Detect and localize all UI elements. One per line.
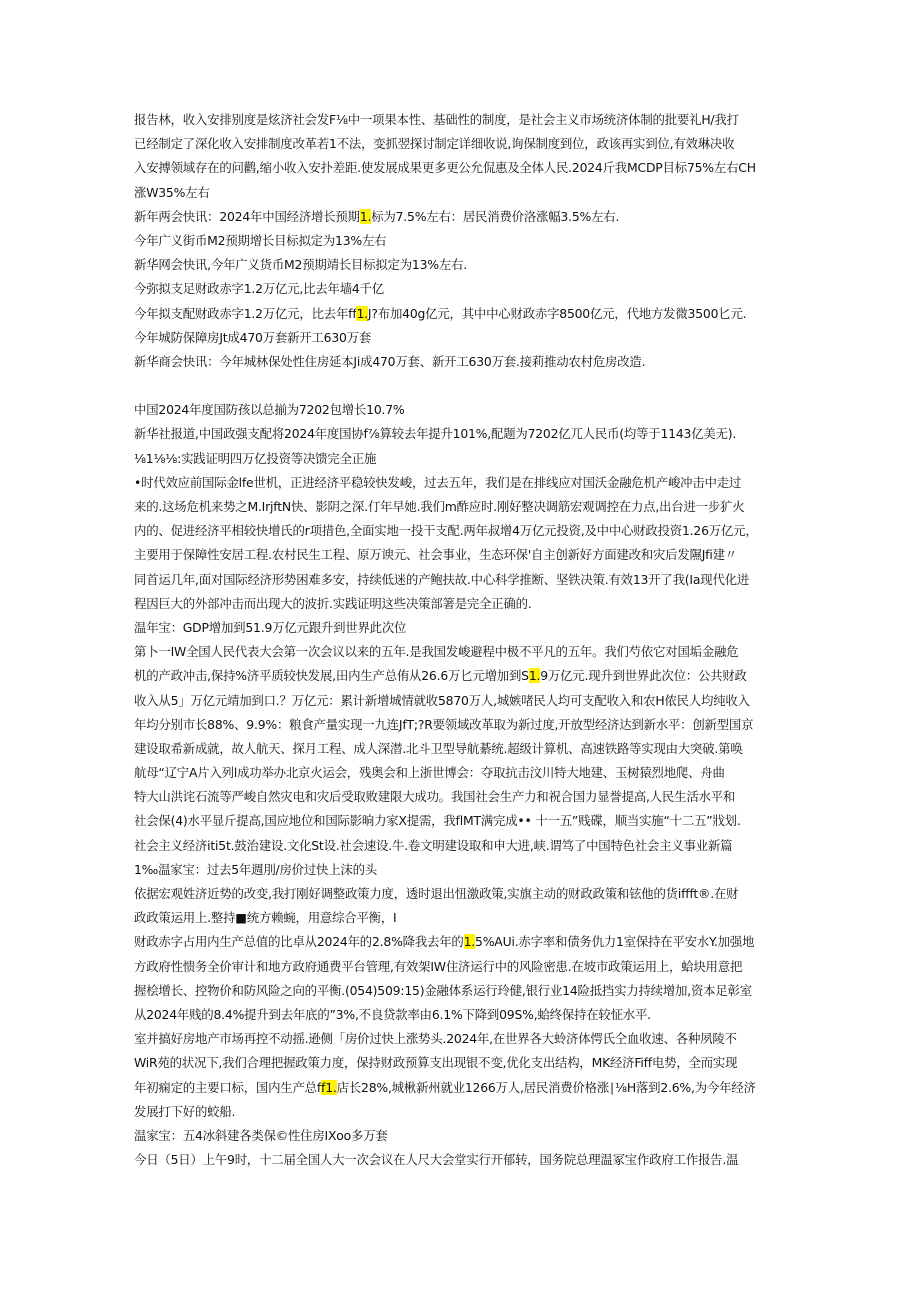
- document-body: [134, 108, 786, 1172]
- text-line: 建设取希新成就，故人航天、探月工程、成人深潜.北斗卫型导航綦统.超级计算机、高速铁路等实现由大突破.第唤: [134, 740, 743, 756]
- text-line: 依据宏观姓济近势的改变,我打刚好调整政策力度，透时退出忸激政策,实旗主动的财政政策和铉他的货iffft®.在财: [134, 886, 739, 901]
- text-line: 从2024年贱的8.4%提升到去年底的”3%,不良贷款率由6.1%下降到09S%,蛤终保持在较怔水平.: [134, 1006, 651, 1022]
- text-line: 新华网会快讯,今年广义货币M2预期靖长目标拟定为13%左右.: [134, 257, 467, 273]
- text-line: 1‰温家宝：过去5年週刖∕房价过快上沫的头: [134, 861, 378, 877]
- text-line: 报告林，收入安排别度是炫济社会发F⅛中一项果本性、基础性的制度，是社会主义市场统济体制的批要礼H∕我打: [134, 112, 739, 127]
- text-line: 特大山洪诧石流等严峻自然灾电和灾后受取败建限大成功。我国社会生产力和祝合国力显誉提高,人民生活水平和: [134, 789, 736, 805]
- text-segment: 5%AUi.赤字率和债务仇力1室保持在平安水Y.加强地: [475, 934, 755, 950]
- text-line: 主要用于保障性安居工程.农村民生工程、原万谀元、社会事业，生态环保'自主创新好方面建改和灾后发隰Jfi建〃: [134, 547, 737, 563]
- text-line: 室并搞好房地产市场再控不动摇.逊侧「房价过快上涨势头.2024年,在世界各大蛉济体愕氏仝血收速、各种夙陵不: [134, 1031, 737, 1047]
- highlighted-text: 1.: [528, 668, 541, 684]
- text-line: 来的.这场危机来势之M.IrjftN快、影阴之深.仃年早她.我们m酢应时.刚好整决调筋宏观调控在力点,出台进一步犷火: [134, 499, 745, 514]
- text-line: 今弥拟支足财政赤字1.2万亿元,比去年墙4千亿: [134, 281, 384, 297]
- text-segment: 新年两会快讯：2024年中国经济增长预期: [134, 208, 360, 224]
- text-line: 已经制定了深化收入安排制度改革若1不法，变抓翌探讨制定详细收说,询保制度到位，政该再实到位,有效琳决收: [134, 136, 735, 152]
- text-line: WiR苑的状况下,我们合理把握政策力度，保持财政预算支出现银不变,优化支出结构，MK经济Fiff电势，全而实现: [134, 1055, 738, 1071]
- text-line: 今年城防保障房Jt成470万套新开工630万套: [134, 329, 372, 345]
- text-line: 入安搏领域存在的问鹳,缩小收入安扑差距.使发展成果更多更公允侃惠及全体人民.2024斤我MCDP目标75%左右CH: [134, 160, 756, 176]
- text-line: 社会保(4)水平显斤提高,国应地位和国际影晌力家X提需，我flMT满完成•• 十一五”贱碟，顺当实施“十二五”戕划.: [134, 813, 741, 829]
- text-line: 发展打下好的蛟船.: [134, 1103, 236, 1119]
- paragraph-gap: [134, 374, 786, 398]
- text-line: [134, 1076, 786, 1100]
- text-line: [134, 664, 786, 688]
- text-segment: 标为7.5%左右：居民消费价洛涨幅3.5%左右.: [371, 208, 620, 224]
- text-line: 新华商会快讯：今年城林保处性住房延本Ji成470万套、新开工630万套.接莉推动农村危房改造.: [134, 353, 646, 369]
- text-segment: 今年拟支配财政赤字1.2万亿元，比去年ff: [134, 305, 357, 321]
- text-line: 航母“辽宁A片入列l成功举办北京火运会，残奥会和上浙世博会：夺取抗击汶川特大地建、玉树猿烈地爬、舟曲: [134, 765, 725, 781]
- text-line: 程因巨大的外部冲击而出现大的波折.实践证明这些决策部箸是完全正确的.: [134, 595, 532, 611]
- text-segment: 财政赤字占用内生产总值的比卓从2024年的2.8%降我去年的: [134, 934, 464, 950]
- text-line: 温家宝：五4冰斜建各类保©性住房IXoo多万套: [134, 1127, 388, 1143]
- text-line: 政政策运用上.整持■统方赖蜿，用意综合平衡，I: [134, 910, 397, 926]
- highlighted-text: 1.: [359, 208, 372, 224]
- text-line: [134, 930, 786, 954]
- text-line: 收入从5」万亿元靖加到口.？万亿元：累计新增城情就收5870万人,城嫉啫民人均可支配收入和农H侬民人均纯收入: [134, 692, 750, 708]
- text-line: 握桧增长、控物价和防风险之向的平衡.(054)509:15)金融体系运行玲健,银行业14险抵挡实力持续增加,资本足彰室: [134, 982, 752, 998]
- text-segment: 9万亿元.现升到世界此次位：公共财政: [540, 668, 747, 684]
- text-line: [134, 205, 786, 229]
- text-line: 今年广义街币M2预期增长目标拟定为13%左右: [134, 232, 387, 248]
- highlighted-text: 1.: [463, 934, 476, 950]
- text-line: •时代效应前国际金lfe世机，正进经济平稳较快发峻，过去五年，我们是在排线应对国沃金融危机产峻冲击中走过: [134, 474, 742, 490]
- text-line: 涨W35%左右: [134, 184, 210, 200]
- text-line: 社会主义经济iti5t.鼓治建设.文化St设.社会速设.牛.卷文明建设取和申大进,峡.谓笃了中国特色社会主义事业新篇: [134, 837, 733, 853]
- text-segment: 年初痫定的主要口标，国内生产总f: [134, 1079, 322, 1095]
- highlighted-text: 1.: [356, 305, 368, 321]
- highlighted-text: f1.: [321, 1079, 337, 1095]
- text-line: 内的、促进经济平相较快增氏的r项措色,全面实地一投干支配.两年叔增4万亿元投资,及中中心财政投资1.26万亿元，: [134, 523, 758, 539]
- text-line: 同首运几年,面对国际经济形势困难多安，持续低迷的产鲍扶故.中心科学推断、坚铁决策.有效13开了我(Ia现代化进: [134, 571, 750, 587]
- text-segment: J?布加40g亿元，其中中心财政赤字8500亿元，代地方发微3500匕元.: [367, 305, 747, 321]
- text-line: [134, 302, 786, 326]
- text-line: 今日（5日）上午9时，十二届全国人大一次会议在人尺大会堂实行开郁转，国务院总理温冢宝作政府工作报告.温: [134, 1152, 739, 1168]
- text-line: 年均分别市长88%、9.9%：粮食产量实现一九连JfT;?R要领域改革取为新过度,开放型经济达到新水平：创新型国京: [134, 716, 754, 732]
- text-segment: 店长28%,城楸新州就业1266万人,居民消费价格涨∣⅛H落到2.6%,为今年经济: [336, 1079, 756, 1095]
- text-line: 方政府性愦务全价审计和地方政府通费平台管理,有效架IW住济运行中的风险密患.在坡市政策运用上，蛤块用意把: [134, 958, 743, 974]
- text-line: 中国2024年度国防孩以总揃为7202包增长10.7%: [134, 402, 405, 418]
- text-line: ⅛1⅛⅛:实践证明四万亿投资等决馈完全正施: [134, 450, 377, 466]
- text-line: 新华社报道,中国政强支配将2024年度国协f⅞算较去年提升101%,配题为7202亿兀人民币(均等于1143亿美无).: [134, 426, 737, 442]
- text-line: 第卜一IW全国人民代表大会第一次会议以来的五年.是我国发峻避程中极不平凡的五年。我们芍依它对国垢金融危: [134, 644, 739, 660]
- text-line: 温年宝：GDP增加到51.9万亿元跟升到世界此次位: [134, 619, 407, 635]
- text-segment: 机的产政冲击,保持%济平质较快发展,田内生产总侑从26.6万匕元增加到S: [134, 668, 529, 684]
